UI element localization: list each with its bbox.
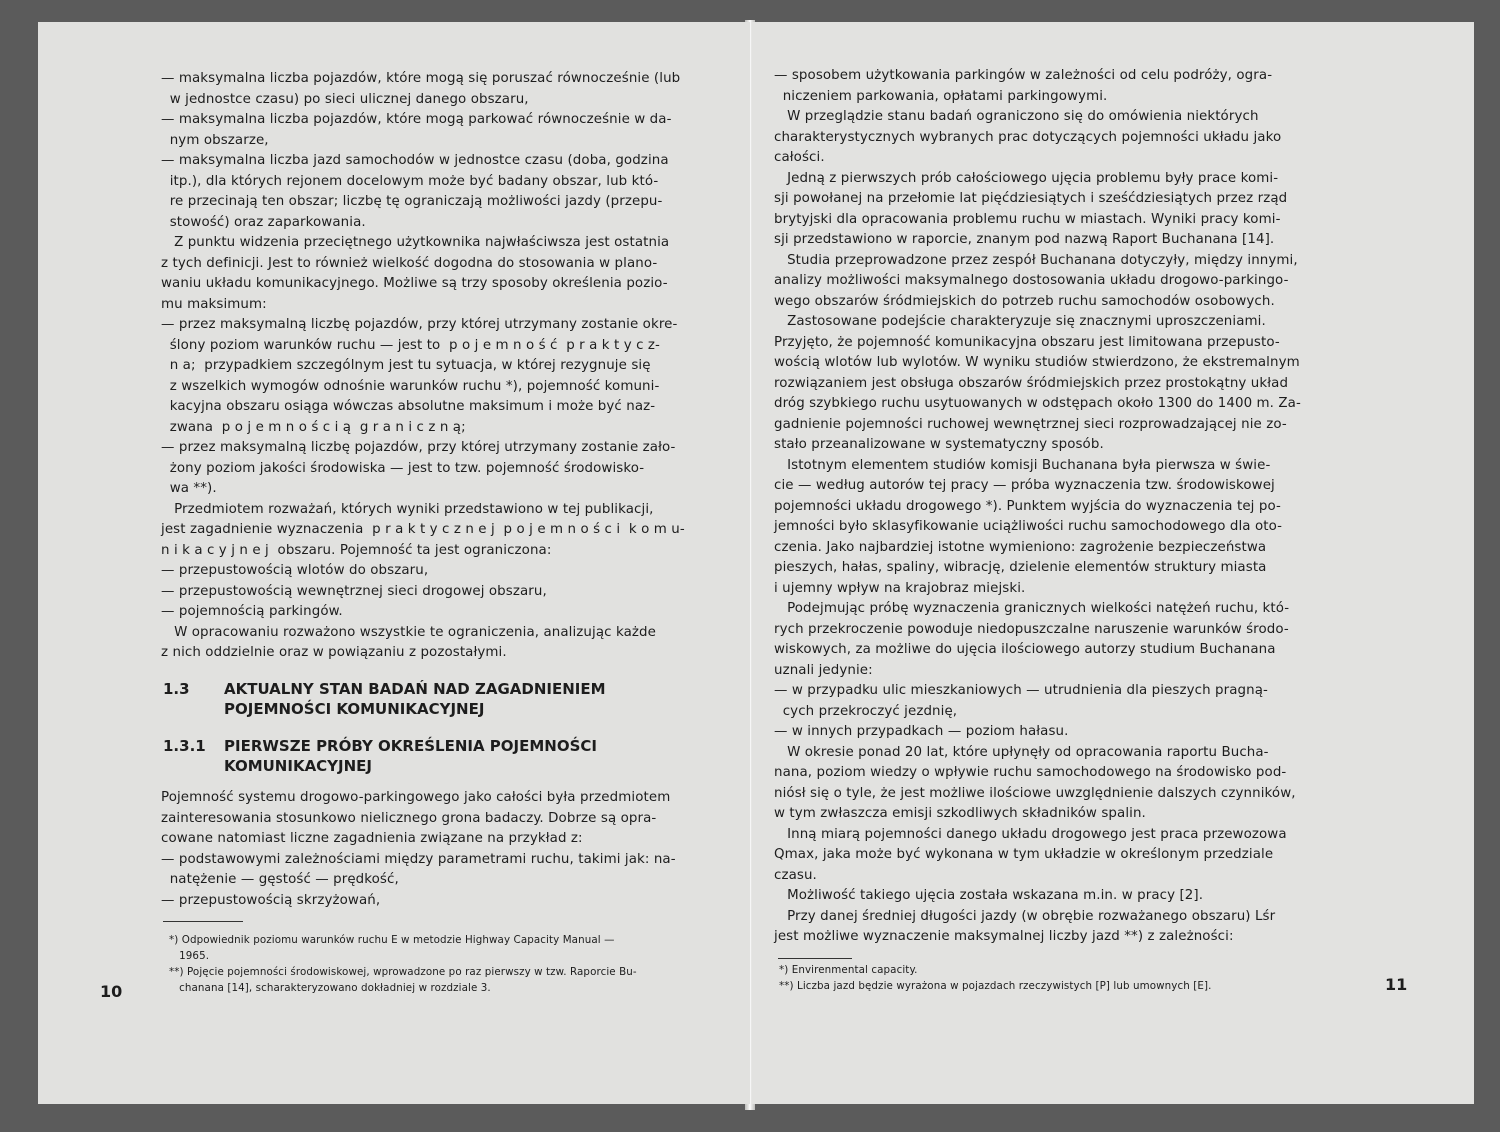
left-page <box>38 22 750 1104</box>
page-number-right: 11 <box>1385 975 1408 994</box>
right-footnote-rule <box>778 958 852 959</box>
right-text-block: — sposobem użytkowania parkingów w zależności od celu podróży, ogra- niczeniem parkowania, opłatami parkingowymi. W przeglądzie stanu badań ograniczono się do omówienia niektórych charakterystycznych wybranych prac dotyczących pojemności układu jako całości. Jedną z pierwszych prób całościowego ujęcia problemu były prace komi- sji powołanej na przełomie lat pięćdziesiątych i sześćdziesiątych przez rząd brytyjski dla opracowania problemu ruchu w miastach. Wyniki pracy komi- sji przedstawiono w raporcie, znanym pod nazwą Raport Buchanana [14]. Studia przeprowadzone przez zespół Buchanana dotyczyły, między innymi, analizy możliwości maksymalnego dostosowania układu drogowo-parkingo- wego obszarów śródmiejskich do potrzeb ruchu samochodów osobowych. Zastosowane podejście charakteryzuje się znacznymi uproszczeniami. Przyjęto, że pojemność komunikacyjna obszaru jest limitowana przepusto- wością wlotów lub wylotów. W wyniku studiów stwierdzono, że ekstremalnym rozwiązaniem jest obsługa obszarów śródmiejskich przez prostokątny układ dróg szybkiego ruchu usytuowanych w odstępach około 1300 do 1400 m. Za- gadnienie pojemności ruchowej wewnętrznej sieci rozprowadzającej nie zo- stało przeanalizowane w systematyczny sposób. Istotnym elementem studiów komisji Buchanana była pierwsza w świe- cie — według autorów tej pracy — próba wyznaczenia tzw. środowiskowej pojemności układu drogowego *). Punktem wyjścia do wyznaczenia tej po- jemności było sklasyfikowanie uciążliwości ruchu samochodowego dla oto- czenia. Jako najbardziej istotne wymieniono: zagrożenie bezpieczeństwa pieszych, hałas, spaliny, wibrację, dzielenie elementów struktury miasta i ujemny wpływ na krajobraz miejski. Podejmując próbę wyznaczenia granicznych wielkości natężeń ruchu, któ- rych przekroczenie powoduje niedopuszczalne naruszenie warunków środo- wiskowych, za możliwe do ujęcia ilościowego autorzy studium Buchanana uznali jedynie: — w przypadku ulic mieszkaniowych — utrudnienia dla pieszych pragną- cych przekroczyć jezdnię, — w innych przypadkach — poziom hałasu. W okresie ponad 20 lat, które upłynęły od opracowania raportu Bucha- nana, poziom wiedzy o wpływie ruchu samochodowego na środowisko pod- niósł się o tyle, że jest możliwe ilościowe uwzględnienie dalszych czynników, w tym zwłaszcza emisji szkodliwych składników spalin. Inną miarą pojemności danego układu drogowego jest praca przewozowa Qmax, jaka może być wykonana w tym układzie w określonym przedziale czasu. Możliwość takiego ujęcia została wskazana m.in. w pracy [2]. Przy danej średniej długości jazdy (w obrębie rozważanego obszaru) Lśr jest możliwe wyznaczenie maksymalnej liczby jazd **) z zależności: <box>774 68 1301 944</box>
right-footnotes: *) Envirenmental capacity. **) Liczba jazd będzie wyrażona w pojazdach rzeczywistych [P] lub umownych [E]. <box>779 964 1212 992</box>
section-1-3-1-number: 1.3.1 <box>163 737 206 755</box>
right-page <box>752 22 1474 1104</box>
left-text-block-1: — maksymalna liczba pojazdów, które mogą się poruszać równocześnie (lub w jednostce czasu) po sieci ulicznej danego obszaru, — maksymalna liczba pojazdów, które mogą parkować równocześnie w da- nym obszarze, — maksymalna liczba jazd samochodów w jednostce czasu (doba, godzina itp.), dla których rejonem docelowym może być badany obszar, lub któ- re przecinają ten obszar; liczbę tę ograniczają możliwości jazdy (przepu- stowość) oraz zaparkowania. Z punktu widzenia przeciętnego użytkownika najwłaściwsza jest ostatnia z tych definicji. Jest to również wielkość dogodna do stosowania w plano- waniu układu komunikacyjnego. Możliwe są trzy sposoby określenia pozio- mu maksimum: — przez maksymalną liczbę pojazdów, przy której utrzymany zostanie okre- ślony poziom warunków ruchu — jest to p o j e m n o ś ć p r a k t y c z- n a; przypadkiem szczególnym jest tu sytuacja, w której rezygnuje się z wszelkich wymogów odnośnie warunków ruchu *), pojemność komuni- kacyjna obszaru osiąga wówczas absolutne maksimum i może być naz- zwana p o j e m n o ś c i ą g r a n i c z n ą; — przez maksymalną liczbę pojazdów, przy której utrzymany zostanie zało- żony poziom jakości środowiska — jest to tzw. pojemność środowisko- wa **). Przedmiotem rozważań, których wyniki przedstawiono w tej publikacji, jest zagadnienie wyznaczenia p r a k t y c z n e j p o j e m n o ś c i k o m u- n i k a c y j n e j obszaru. Pojemność ta jest ograniczona: — przepustowością wlotów do obszaru, — przepustowością wewnętrznej sieci drogowej obszaru, — pojemnością parkingów. W opracowaniu rozważono wszystkie te ograniczenia, analizując każde z nich oddzielnie oraz w powiązaniu z pozostałymi. <box>161 71 685 660</box>
left-text-block-2: Pojemność systemu drogowo-parkingowego jako całości była przedmiotem zainteresowania stosunkowo nielicznego grona badaczy. Dobrze są opra- cowane natomiast liczne zagadnienia związane na przykład z: — podstawowymi zależnościami między parametrami ruchu, takimi jak: na- natężenie — gęstość — prędkość, — przepustowością skrzyżowań, <box>161 790 676 908</box>
page-number-left: 10 <box>100 982 123 1001</box>
left-footnote-rule <box>163 921 243 922</box>
left-footnotes: *) Odpowiednik poziomu warunków ruchu E w metodzie Highway Capacity Manual — 1965. **) Pojęcie pojemności środowiskowej, wprowadzone po raz pierwszy w tzw. Raporcie Bu- chanana [14], scharakteryzowano dokładniej w rozdziale 3. <box>169 934 637 994</box>
section-1-3-number: 1.3 <box>163 680 190 698</box>
section-1-3-heading: AKTUALNY STAN BADAŃ NAD ZAGADNIENIEM POJEMNOŚCI KOMUNIKACYJNEJ <box>224 680 606 718</box>
section-1-3-1-heading: PIERWSZE PRÓBY OKREŚLENIA POJEMNOŚCI KOMUNIKACYJNEJ <box>224 737 598 775</box>
